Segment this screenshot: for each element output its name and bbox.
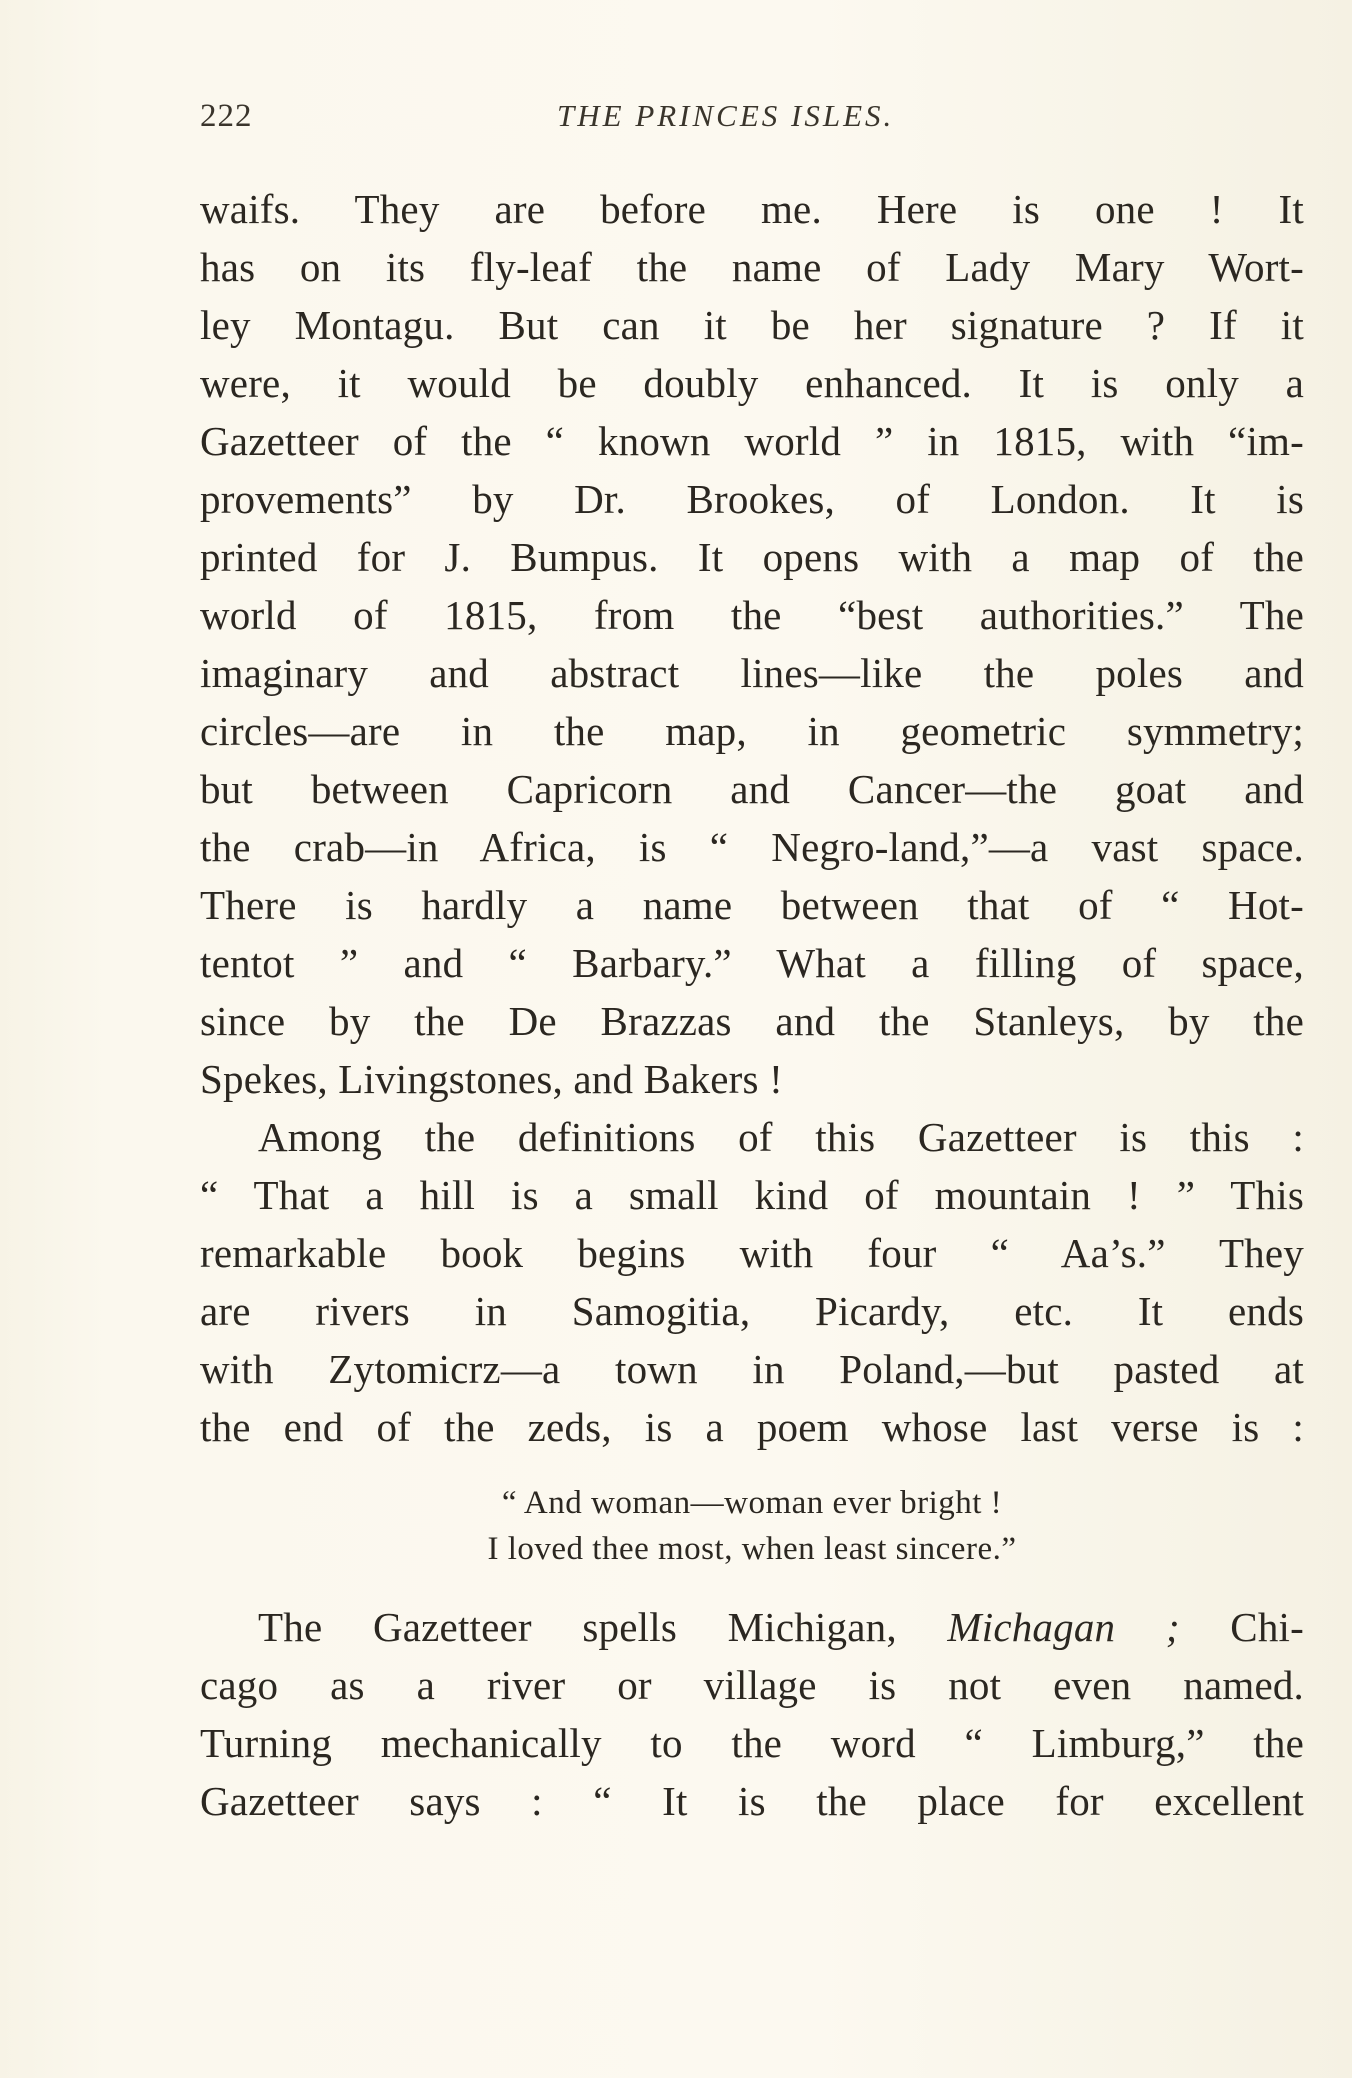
text-line: printed for J. Bumpus. It opens with a map of the xyxy=(200,534,1304,580)
verse-line: “ And woman—woman ever bright ! xyxy=(501,1485,1003,1521)
text-line: tentot ” and “ Barbary.” What a filling of space, xyxy=(200,940,1304,986)
paragraph-3 xyxy=(200,1598,1304,1830)
text-line: Turning mechanically to the word “ Limburg,” the xyxy=(200,1720,1304,1766)
text-line: imaginary and abstract lines—like the poles and xyxy=(200,650,1304,696)
text-line: There is hardly a name between that of “ Hot- xyxy=(200,882,1304,928)
text-line: since by the De Brazzas and the Stanleys, by the xyxy=(200,998,1304,1044)
text-line: are rivers in Samogitia, Picardy, etc. It ends xyxy=(200,1288,1304,1334)
text-line: Gazetteer of the “ known world ” in 1815, with “im- xyxy=(200,418,1304,464)
text-line: were, it would be doubly enhanced. It is only a xyxy=(200,360,1304,406)
verse-line: I loved thee most, when least sincere.” xyxy=(487,1531,1017,1567)
text-fragment: Chi- xyxy=(1179,1604,1304,1650)
text-line: Spekes, Livingstones, and Bakers ! xyxy=(200,1056,783,1102)
text-line: the end of the zeds, is a poem whose last verse is : xyxy=(200,1404,1304,1450)
verse-quotation xyxy=(200,1480,1304,1572)
text-line: remarkable book begins with four “ Aa’s.” They xyxy=(200,1230,1304,1276)
text-line: has on its fly-leaf the name of Lady Mary Wort- xyxy=(200,244,1304,290)
paragraph-1 xyxy=(200,180,1304,1108)
text-line: cago as a river or village is not even named. xyxy=(200,1662,1304,1708)
page-header xyxy=(200,98,1315,148)
text-fragment: The Gazetteer spells Michigan, xyxy=(258,1604,948,1650)
page-number: 222 xyxy=(200,98,253,134)
text-line: ley Montagu. But can it be her signature ? If it xyxy=(200,302,1304,348)
text-line: “ That a hill is a small kind of mountain ! ” This xyxy=(200,1172,1304,1218)
text-line: but between Capricorn and Cancer—the goat and xyxy=(200,766,1304,812)
text-line: world of 1815, from the “best authorities.” The xyxy=(200,592,1304,638)
italic-word: Michagan ; xyxy=(947,1604,1180,1650)
text-line: Gazetteer says : “ It is the place for excellent xyxy=(200,1778,1304,1824)
text-line: the crab—in Africa, is “ Negro-land,”—a vast space. xyxy=(200,824,1304,870)
text-line: circles—are in the map, in geometric symmetry; xyxy=(200,708,1304,754)
text-line: Among the definitions of this Gazetteer is this : xyxy=(258,1114,1304,1160)
text-line xyxy=(200,1598,1304,1656)
text-line: waifs. They are before me. Here is one ! It xyxy=(200,186,1304,232)
paragraph-2 xyxy=(200,1108,1304,1456)
text-line: provements” by Dr. Brookes, of London. It is xyxy=(200,476,1304,522)
running-head: THE PRINCES ISLES. xyxy=(557,98,895,133)
text-line: with Zytomicrz—a town in Poland,—but pasted at xyxy=(200,1346,1304,1392)
body-text xyxy=(200,180,1304,1830)
